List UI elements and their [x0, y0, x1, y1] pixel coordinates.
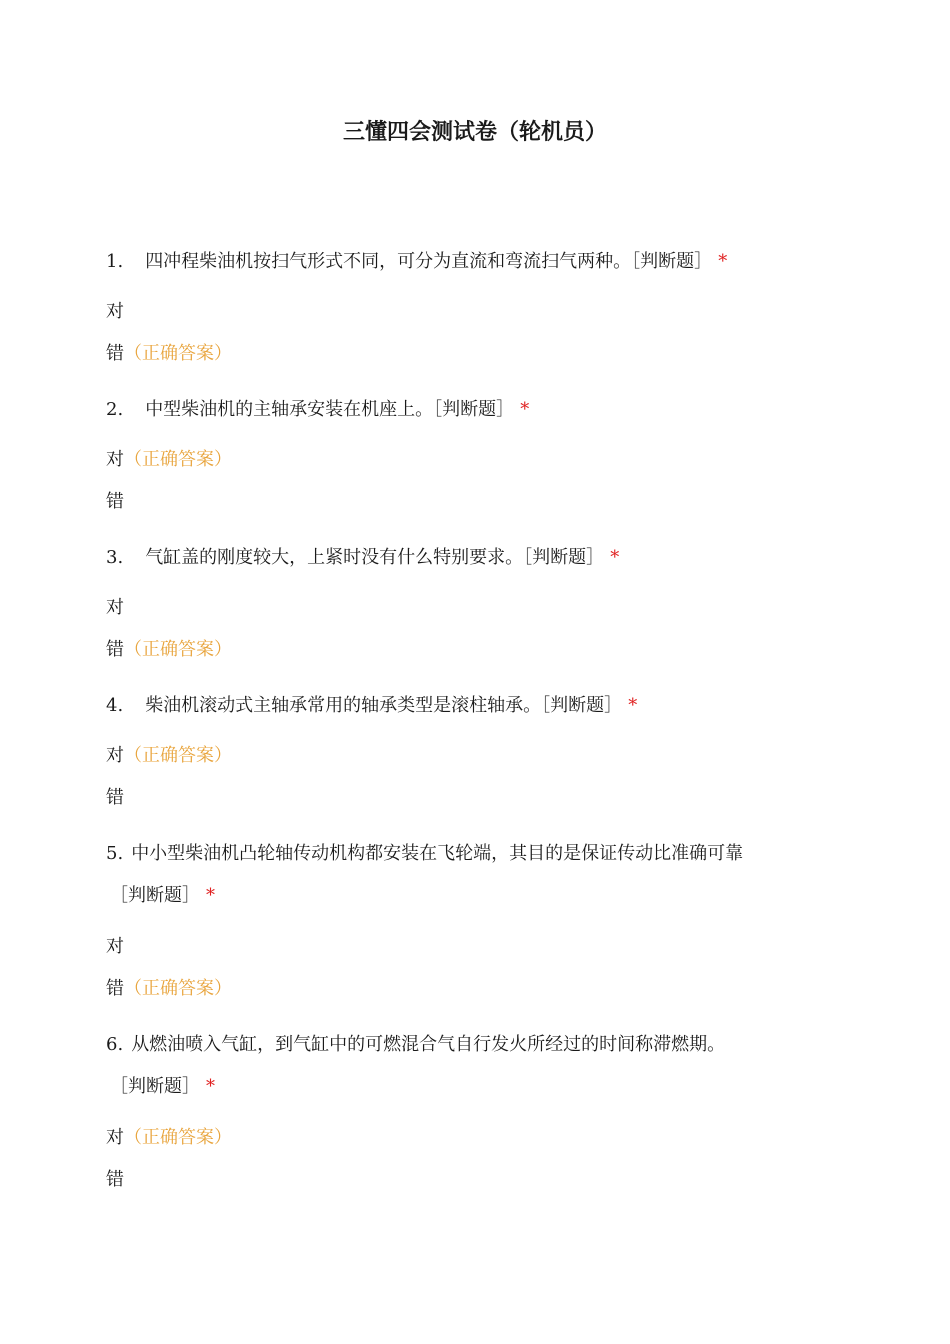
correct-answer-label: （正确答案） — [124, 639, 232, 660]
question-number: 3. — [106, 547, 124, 568]
option-false[interactable]: 错 — [106, 1169, 124, 1190]
option-true[interactable]: 对（正确答案） — [106, 449, 232, 470]
question-number: 1. — [106, 251, 124, 272]
question-text: 柴油机滚动式主轴承常用的轴承类型是滚柱轴承。［判断题］ — [145, 695, 623, 716]
question-6-continued — [110, 1074, 215, 1100]
correct-answer-label: （正确答案） — [124, 745, 232, 766]
question-4 — [106, 693, 637, 719]
option-false[interactable]: 错（正确答案） — [106, 978, 232, 999]
question-number: 4. — [106, 695, 124, 716]
question-number: 5. — [106, 843, 124, 864]
option-true[interactable]: 对（正确答案） — [106, 1127, 232, 1148]
option-false[interactable]: 错 — [106, 491, 124, 512]
required-mark: * — [610, 547, 620, 568]
required-mark: * — [718, 251, 728, 272]
required-mark: * — [520, 399, 530, 420]
option-true[interactable]: 对 — [106, 936, 124, 957]
required-mark: * — [628, 695, 638, 716]
correct-answer-label: （正确答案） — [124, 343, 232, 364]
required-mark: * — [206, 885, 215, 906]
required-mark: * — [206, 1076, 215, 1097]
question-6 — [106, 1032, 725, 1058]
question-type-label: ［判断题］ — [110, 885, 200, 906]
question-3 — [106, 545, 619, 571]
question-5-continued — [110, 883, 215, 909]
question-type-label: ［判断题］ — [110, 1076, 200, 1097]
question-number: 6. — [106, 1034, 124, 1055]
question-text: 四冲程柴油机按扫气形式不同，可分为直流和弯流扫气两种。［判断题］ — [145, 251, 713, 272]
correct-answer-label: （正确答案） — [124, 978, 232, 999]
option-true[interactable]: 对 — [106, 597, 124, 618]
question-1 — [106, 249, 727, 275]
correct-answer-label: （正确答案） — [124, 449, 232, 470]
correct-answer-label: （正确答案） — [124, 1127, 232, 1148]
question-text: 从燃油喷入气缸，到气缸中的可燃混合气自行发火所经过的时间称滞燃期。 — [131, 1034, 726, 1055]
question-2 — [106, 397, 529, 423]
option-false[interactable]: 错（正确答案） — [106, 343, 232, 364]
page-title: 三懂四会测试卷（轮机员） — [342, 120, 607, 145]
option-false[interactable]: 错（正确答案） — [106, 639, 232, 660]
question-5 — [106, 841, 743, 867]
option-false[interactable]: 错 — [106, 787, 124, 808]
question-number: 2. — [106, 399, 124, 420]
question-text: 气缸盖的刚度较大，上紧时没有什么特别要求。［判断题］ — [145, 547, 605, 568]
option-true[interactable]: 对 — [106, 301, 124, 322]
option-true[interactable]: 对（正确答案） — [106, 745, 232, 766]
question-text: 中型柴油机的主轴承安装在机座上。［判断题］ — [145, 399, 515, 420]
question-text: 中小型柴油机凸轮轴传动机构都安装在飞轮端，其目的是保证传动比准确可靠 — [131, 843, 744, 864]
